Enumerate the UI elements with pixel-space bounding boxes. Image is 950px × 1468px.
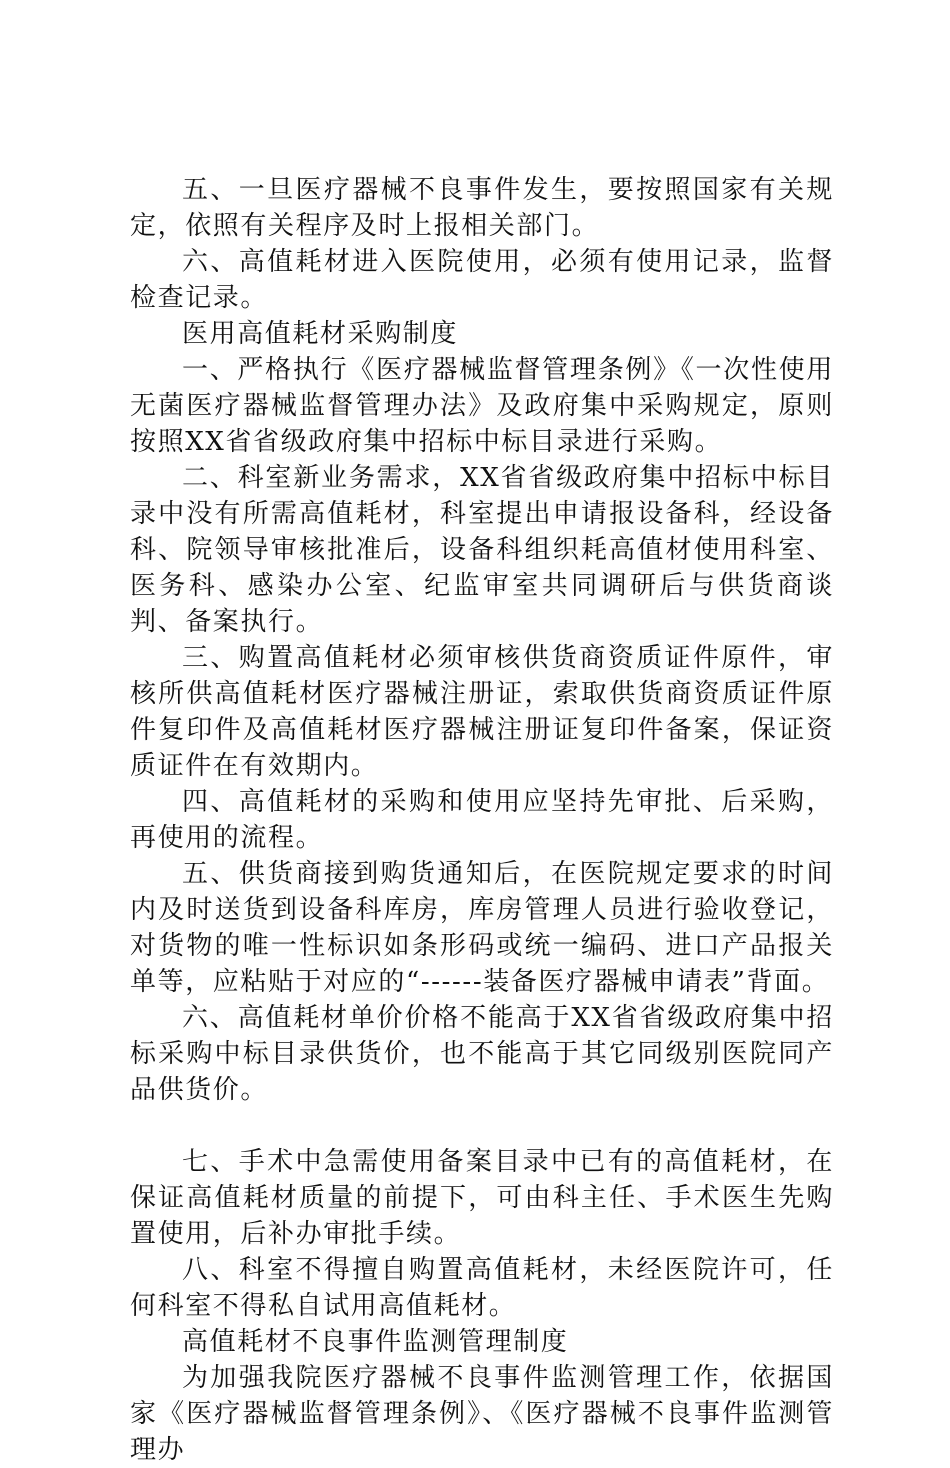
document-body [130, 172, 834, 1468]
paragraph-procurement-8: 八、科室不得擅自购置高值耗材，未经医院许可，任何科室不得私自试用高值耗材。 [130, 1255, 834, 1321]
paragraph-procurement-1: 一、严格执行《医疗器械监督管理条例》《一次性使用无菌医疗器械监督管理办法》及政府集中采购规定，原则按照XX省省级政府集中招标中标目录进行采购。 [130, 355, 834, 457]
paragraph-procurement-3: 三、购置高值耗材必须审核供货商资质证件原件，审核所供高值耗材医疗器械注册证，索取供货商资质证件原件复印件及高值耗材医疗器械注册证复印件备案，保证资质证件在有效期内。 [130, 643, 834, 781]
section-heading-procurement: 医用高值耗材采购制度 [182, 319, 459, 349]
paragraph-monitoring-intro: 为加强我院医疗器械不良事件监测管理工作，依据国家《医疗器械监督管理条例》、《医疗器械不良事件监测管理办 [130, 1363, 834, 1465]
paragraph-procurement-5: 五、供货商接到购货通知后，在医院规定要求的时间内及时送货到设备科库房，库房管理人员进行验收登记，对货物的唯一性标识如条形码或统一编码、进口产品报关单等，应粘贴于对应的“------装备医疗器械申请表”背面。 [130, 859, 834, 997]
section-heading-adverse-event-monitoring: 高值耗材不良事件监测管理制度 [182, 1327, 569, 1357]
blank-line [130, 1108, 834, 1144]
paragraph-procurement-7: 七、手术中急需使用备案目录中已有的高值耗材，在保证高值耗材质量的前提下，可由科主任、手术医生先购置使用，后补办审批手续。 [130, 1147, 834, 1249]
paragraph-procurement-2: 二、科室新业务需求，XX省省级政府集中招标中标目录中没有所需高值耗材，科室提出申请报设备科，经设备科、院领导审核批准后，设备科组织耗高值材使用科室、医务科、感染办公室、纪监审室共同调研后与供货商谈判、备案执行。 [130, 463, 834, 637]
paragraph-5-adverse-event-report: 五、一旦医疗器械不良事件发生，要按照国家有关规定，依照有关程序及时上报相关部门。 [130, 175, 834, 241]
paragraph-6-usage-record: 六、高值耗材进入医院使用，必须有使用记录，监督检查记录。 [130, 247, 834, 313]
paragraph-procurement-4: 四、高值耗材的采购和使用应坚持先审批、后采购，再使用的流程。 [130, 787, 834, 853]
paragraph-procurement-6: 六、高值耗材单价价格不能高于XX省省级政府集中招标采购中标目录供货价，也不能高于其它同级别医院同产品供货价。 [130, 1003, 834, 1105]
